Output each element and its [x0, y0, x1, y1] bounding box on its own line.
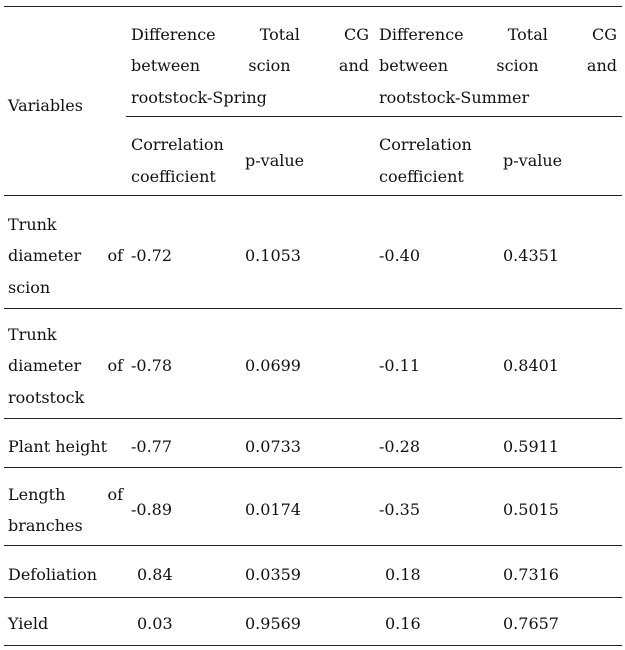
header-summer-corr-line2: coefficient [379, 167, 464, 186]
row-spring-p: 0.1053 [245, 246, 301, 265]
row-variable-word: of [107, 356, 123, 375]
header-summer-line1 [379, 19, 617, 50]
row-spring-p: 0.0359 [245, 565, 301, 584]
row-variable-line [8, 350, 123, 381]
row-variable-line: Trunk [8, 325, 57, 344]
row-summer-corr: -0.28 [379, 437, 421, 456]
table-top-rule [4, 6, 622, 7]
header-summer-corr-line1: Correlation [379, 135, 472, 154]
header-spring-word: Total [259, 25, 300, 44]
row-variable-word: of [107, 485, 123, 504]
header-spring-word: and [338, 56, 369, 75]
row-variable-word: Length [8, 485, 66, 504]
row-summer-p: 0.5015 [503, 500, 559, 519]
header-spring-word: CG [343, 25, 369, 44]
row-spring-corr: 0.84 [137, 565, 173, 584]
row-spring-corr: -0.72 [131, 246, 173, 265]
row-spring-corr: -0.89 [131, 500, 173, 519]
header-spring-word: between [131, 56, 201, 75]
header-summer-word: Difference [379, 25, 464, 44]
row-summer-corr: -0.40 [379, 246, 421, 265]
row-rule-2 [4, 418, 622, 419]
row-rule-5 [4, 597, 622, 598]
row-variable-word: diameter [8, 356, 82, 375]
row-variable-word: of [107, 246, 123, 265]
row-rule-3 [4, 467, 622, 468]
header-spring-pvalue: p-value [245, 151, 305, 170]
row-summer-p: 0.5911 [503, 437, 559, 456]
header-summer-pvalue: p-value [503, 151, 563, 170]
row-spring-p: 0.0733 [245, 437, 301, 456]
row-summer-corr: -0.11 [379, 356, 421, 375]
row-variable-line: Plant height [8, 437, 108, 456]
row-spring-p: 0.0174 [245, 500, 301, 519]
row-variable-line: Yield [8, 614, 49, 633]
row-spring-corr: 0.03 [137, 614, 173, 633]
header-spring-word: Difference [131, 25, 216, 44]
header-summer-word: CG [591, 25, 617, 44]
header-bottom-rule [4, 195, 622, 196]
row-variable-line: Trunk [8, 215, 57, 234]
row-variable-line: Defoliation [8, 565, 98, 584]
row-variable-line: scion [8, 278, 51, 297]
header-spring-line1 [131, 19, 369, 50]
row-summer-corr: -0.35 [379, 500, 421, 519]
row-summer-corr: 0.16 [385, 614, 421, 633]
table-bottom-rule [4, 645, 622, 646]
row-variable-line [8, 479, 123, 510]
header-group-rule [126, 116, 622, 117]
row-variable-line: branches [8, 516, 83, 535]
header-variables: Variables [8, 96, 83, 115]
header-summer-line2 [379, 50, 617, 81]
header-spring-line3: rootstock-Spring [131, 88, 267, 107]
row-spring-p: 0.9569 [245, 614, 301, 633]
header-spring-corr-line2: coefficient [131, 167, 216, 186]
row-rule-1 [4, 308, 622, 309]
row-summer-p: 0.7316 [503, 565, 559, 584]
row-summer-p: 0.7657 [503, 614, 559, 633]
row-spring-corr: -0.77 [131, 437, 173, 456]
row-variable-line: rootstock [8, 388, 85, 407]
row-variable-word: diameter [8, 246, 82, 265]
row-rule-4 [4, 545, 622, 546]
row-summer-corr: 0.18 [385, 565, 421, 584]
header-spring-line2 [131, 50, 369, 81]
header-summer-word: and [586, 56, 617, 75]
row-spring-corr: -0.78 [131, 356, 173, 375]
header-summer-word: scion [496, 56, 539, 75]
header-spring-word: scion [248, 56, 291, 75]
header-summer-line3: rootstock-Summer [379, 88, 530, 107]
header-summer-word: between [379, 56, 449, 75]
header-spring-corr-line1: Correlation [131, 135, 224, 154]
header-summer-word: Total [507, 25, 548, 44]
row-spring-p: 0.0699 [245, 356, 301, 375]
row-summer-p: 0.4351 [503, 246, 559, 265]
row-summer-p: 0.8401 [503, 356, 559, 375]
row-variable-line [8, 240, 123, 271]
